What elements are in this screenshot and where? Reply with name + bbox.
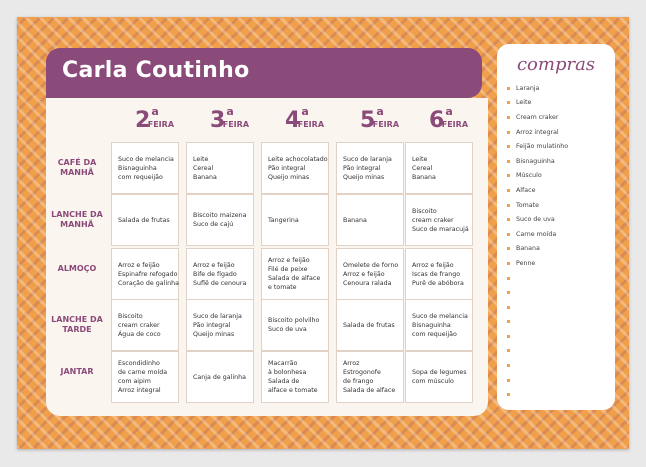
meal-cell-line: Canja de galinha bbox=[193, 373, 246, 381]
meal-cell-line: Salada de frutas bbox=[118, 216, 170, 224]
shopping-list-panel bbox=[497, 44, 615, 410]
meal-cell-line: Leite bbox=[193, 155, 209, 163]
day-header-2 bbox=[135, 105, 184, 133]
meal-cell-line: Suco de cajú bbox=[193, 221, 234, 228]
shopping-list-item[interactable] bbox=[507, 329, 568, 344]
meal-cell[interactable] bbox=[186, 299, 254, 351]
shopping-list-item[interactable] bbox=[507, 212, 568, 227]
meal-cell-line: Arroz e feijão bbox=[118, 261, 160, 269]
meal-cell-line: Suco de maracujá bbox=[412, 225, 469, 233]
meal-cell-line: Pão integral bbox=[268, 164, 306, 172]
meal-cell-line: Salada de bbox=[268, 378, 300, 385]
meal-cell[interactable] bbox=[186, 194, 254, 246]
meal-cell-line: Suco de uva bbox=[268, 326, 307, 333]
meal-label: LANCHE DA MANHÃ bbox=[51, 210, 103, 229]
shopping-list-item[interactable] bbox=[507, 315, 568, 330]
bullet-icon bbox=[507, 101, 510, 104]
bullet-icon bbox=[507, 204, 510, 207]
meal-cell-line: Cenoura ralada bbox=[343, 279, 392, 287]
meal-cell-line: Bisnaguinha bbox=[412, 321, 451, 329]
shopping-item-label: Suco de uva bbox=[516, 216, 555, 224]
meal-cell-line: Leite achocolatado bbox=[268, 155, 328, 163]
bullet-icon bbox=[507, 174, 510, 177]
shopping-list-item[interactable] bbox=[507, 198, 568, 213]
bullet-icon bbox=[507, 364, 510, 367]
meal-cell-line: Espinafre refogado bbox=[118, 270, 178, 278]
shopping-list-item[interactable] bbox=[507, 125, 568, 140]
shopping-list-item[interactable] bbox=[507, 81, 568, 96]
meal-cell-line: Biscoito bbox=[118, 312, 143, 320]
meal-cell[interactable] bbox=[405, 194, 473, 246]
day-header-sup: a bbox=[445, 105, 453, 118]
day-header-num: 3 bbox=[210, 108, 226, 133]
meal-cell[interactable] bbox=[261, 142, 329, 194]
day-header-feira: FEIRA bbox=[297, 120, 325, 129]
meal-cell-line: Queijo minas bbox=[268, 173, 310, 181]
shopping-list-item[interactable] bbox=[507, 373, 568, 388]
meal-cell-line: Escondidinho bbox=[118, 360, 160, 367]
meal-cell-line: Coração de galinha bbox=[118, 279, 179, 287]
meal-cell-line: Filé de peixe bbox=[268, 266, 308, 273]
meal-cell[interactable] bbox=[405, 248, 473, 300]
shopping-list-item[interactable] bbox=[507, 358, 568, 373]
shopping-item-label: Banana bbox=[516, 245, 540, 253]
meal-cell-line: Salada de frutas bbox=[343, 321, 395, 329]
meal-cell[interactable] bbox=[405, 351, 473, 403]
bullet-icon bbox=[507, 262, 510, 265]
meal-label: LANCHE DA TARDE bbox=[51, 315, 103, 334]
shopping-list-item[interactable] bbox=[507, 227, 568, 242]
shopping-list-item[interactable] bbox=[507, 96, 568, 111]
meal-cell[interactable] bbox=[261, 194, 329, 246]
bullet-icon bbox=[507, 189, 510, 192]
meal-cell-line: Estrogonofe bbox=[343, 369, 381, 376]
meal-cell-line: cream craker bbox=[118, 321, 160, 329]
bullet-icon bbox=[507, 87, 510, 90]
meal-label: JANTAR bbox=[60, 367, 94, 376]
meal-cell[interactable] bbox=[111, 142, 179, 194]
day-header-6 bbox=[429, 105, 478, 133]
meal-cell[interactable] bbox=[186, 142, 254, 194]
shopping-list-item[interactable] bbox=[507, 300, 568, 315]
bullet-icon bbox=[507, 131, 510, 134]
meal-cell[interactable] bbox=[186, 248, 254, 300]
meal-cell-line: Omelete de forno bbox=[343, 261, 399, 269]
meal-cell-line: Bife de fígado bbox=[193, 270, 237, 278]
shopping-list-item[interactable] bbox=[507, 256, 568, 271]
bullet-icon bbox=[507, 335, 510, 338]
day-header-num: 5 bbox=[360, 108, 376, 133]
meal-cell-line: cream craker bbox=[412, 216, 454, 224]
meal-cell-line: Pão integral bbox=[193, 321, 231, 329]
shopping-list-item[interactable] bbox=[507, 169, 568, 184]
day-header-5 bbox=[360, 105, 409, 133]
day-header-4 bbox=[285, 105, 334, 133]
meal-cell[interactable] bbox=[261, 299, 329, 351]
bullet-icon bbox=[507, 320, 510, 323]
meal-cell-line: Biscoito polvilho bbox=[268, 317, 320, 324]
meal-cell-line: Suco de laranja bbox=[193, 312, 242, 320]
bullet-icon bbox=[507, 247, 510, 250]
meal-cell-line: Biscoito maizena bbox=[193, 212, 247, 219]
meal-cell[interactable] bbox=[111, 299, 179, 351]
day-header-sup: a bbox=[151, 105, 159, 118]
shopping-list-item[interactable] bbox=[507, 183, 568, 198]
meal-cell[interactable] bbox=[111, 194, 179, 246]
day-header-num: 4 bbox=[285, 108, 301, 133]
shopping-item-label: Cream craker bbox=[516, 113, 559, 121]
day-header-sup: a bbox=[376, 105, 384, 118]
meal-cell-line: Macarrão bbox=[268, 360, 298, 367]
shopping-list-title: compras bbox=[516, 54, 596, 75]
shopping-item-label: Tomate bbox=[516, 201, 539, 209]
meal-cell[interactable] bbox=[336, 248, 404, 300]
shopping-item-label: Músculo bbox=[516, 172, 542, 180]
day-header-feira: FEIRA bbox=[372, 120, 400, 129]
shopping-list-item[interactable] bbox=[507, 344, 568, 359]
meal-cell[interactable] bbox=[405, 142, 473, 194]
meal-cell[interactable] bbox=[186, 351, 254, 403]
meal-label: ALMOÇO bbox=[57, 264, 97, 273]
title-bar bbox=[46, 48, 482, 98]
meal-cell-line: Arroz e feijão bbox=[268, 257, 310, 264]
bullet-icon bbox=[507, 379, 510, 382]
day-header-sup: a bbox=[226, 105, 234, 118]
day-header-feira: FEIRA bbox=[441, 120, 469, 129]
shopping-list bbox=[507, 81, 568, 402]
shopping-item-label: Laranja bbox=[516, 84, 540, 92]
meal-cell[interactable] bbox=[336, 142, 404, 194]
meal-cell-line: de frango bbox=[343, 378, 374, 385]
meal-cell-line: Salada de alface bbox=[343, 387, 396, 394]
meal-cell-line: Queijo minas bbox=[193, 330, 235, 338]
meal-cell-line: à bolonhesa bbox=[268, 369, 307, 376]
meal-cell-line: Tangerina bbox=[268, 216, 299, 224]
meal-cell-line: Queijo minas bbox=[343, 173, 385, 181]
meal-cell-line: Biscoito bbox=[412, 207, 437, 215]
bullet-icon bbox=[507, 218, 510, 221]
meal-cell-line: Cereal bbox=[193, 164, 214, 172]
shopping-item-label: Arroz integral bbox=[516, 128, 559, 136]
shopping-list-item[interactable] bbox=[507, 154, 568, 169]
meal-cell[interactable] bbox=[111, 351, 179, 403]
meal-cell-line: Arroz e feijão bbox=[193, 261, 235, 269]
bullet-icon bbox=[507, 233, 510, 236]
meal-cell-line: Arroz bbox=[343, 360, 360, 367]
shopping-list-item[interactable] bbox=[507, 271, 568, 286]
shopping-list-item[interactable] bbox=[507, 242, 568, 257]
bullet-icon bbox=[507, 145, 510, 148]
meal-cell-line: alface e tomate bbox=[268, 387, 318, 394]
day-header-num: 6 bbox=[429, 108, 445, 133]
day-header-3 bbox=[210, 105, 259, 133]
shopping-item-label: Alface bbox=[516, 186, 536, 194]
meal-cell-line: Cereal bbox=[412, 164, 433, 172]
meal-cell-line: Bisnaguinha bbox=[118, 164, 157, 172]
meal-cell-line: Banana bbox=[343, 216, 367, 224]
meal-cell-line: Salada de alface bbox=[268, 275, 321, 282]
day-header-sup: a bbox=[301, 105, 309, 118]
meal-cell-line: Arroz integral bbox=[118, 387, 161, 394]
shopping-list-item[interactable] bbox=[507, 285, 568, 300]
bullet-icon bbox=[507, 349, 510, 352]
meal-cell-line: Suco de melancia bbox=[412, 312, 468, 320]
bullet-icon bbox=[507, 116, 510, 119]
meal-cell-line: Iscas de frango bbox=[412, 270, 461, 278]
meal-cell-line: Suco de laranja bbox=[343, 155, 392, 163]
meal-cell-line: Banana bbox=[193, 173, 217, 181]
shopping-item-label: Penne bbox=[516, 259, 536, 267]
meal-cell[interactable] bbox=[336, 299, 404, 351]
shopping-list-item[interactable] bbox=[507, 110, 568, 125]
day-header-feira: FEIRA bbox=[222, 120, 250, 129]
shopping-list-item[interactable] bbox=[507, 139, 568, 154]
meal-cell-line: Banana bbox=[412, 173, 436, 181]
meal-cell-line: Água de coco bbox=[118, 330, 161, 338]
shopping-list-item[interactable] bbox=[507, 387, 568, 402]
shopping-item-label: Feijão mulatinho bbox=[516, 143, 569, 151]
bullet-icon bbox=[507, 277, 510, 280]
day-header-feira: FEIRA bbox=[147, 120, 175, 129]
shopping-item-label: Carne moída bbox=[516, 230, 557, 238]
meal-cell-line: Arroz e feijão bbox=[343, 270, 385, 278]
meal-cell-line: com requeijão bbox=[118, 173, 163, 181]
meal-cell-line: com músculo bbox=[412, 378, 454, 385]
day-header-num: 2 bbox=[135, 108, 151, 133]
meal-cell-line: Pão integral bbox=[343, 164, 381, 172]
meal-cell-line: Suflê de cenoura bbox=[193, 279, 247, 287]
meal-cell[interactable] bbox=[336, 351, 404, 403]
meal-cell-line: com aipim bbox=[118, 378, 151, 385]
bullet-icon bbox=[507, 160, 510, 163]
meal-cell[interactable] bbox=[405, 299, 473, 351]
meal-cell[interactable] bbox=[336, 194, 404, 246]
shopping-item-label: Leite bbox=[516, 99, 532, 107]
meal-cell-line: Sopa de legumes bbox=[412, 369, 467, 376]
meal-cell[interactable] bbox=[261, 351, 329, 403]
meal-cell-line: Arroz e feijão bbox=[412, 261, 454, 269]
meal-label: CAFÉ DA MANHÃ bbox=[57, 158, 97, 177]
meal-cell-line: de carne moída bbox=[118, 369, 168, 376]
bullet-icon bbox=[507, 393, 510, 396]
meal-cell-line: e tomate bbox=[268, 284, 297, 291]
weekly-meal-grid bbox=[46, 98, 488, 416]
planner-title: Carla Coutinho bbox=[62, 58, 250, 83]
meal-cell-line: com requeijão bbox=[412, 330, 457, 338]
meal-cell-line: Suco de melancia bbox=[118, 155, 174, 163]
bullet-icon bbox=[507, 291, 510, 294]
shopping-item-label: Bisnaguinha bbox=[516, 157, 555, 165]
meal-cell[interactable] bbox=[111, 248, 179, 300]
meal-cell-line: Leite bbox=[412, 155, 428, 163]
bullet-icon bbox=[507, 306, 510, 309]
meal-cell[interactable] bbox=[261, 248, 329, 300]
meal-cell-line: Purê de abóbora bbox=[412, 279, 464, 287]
